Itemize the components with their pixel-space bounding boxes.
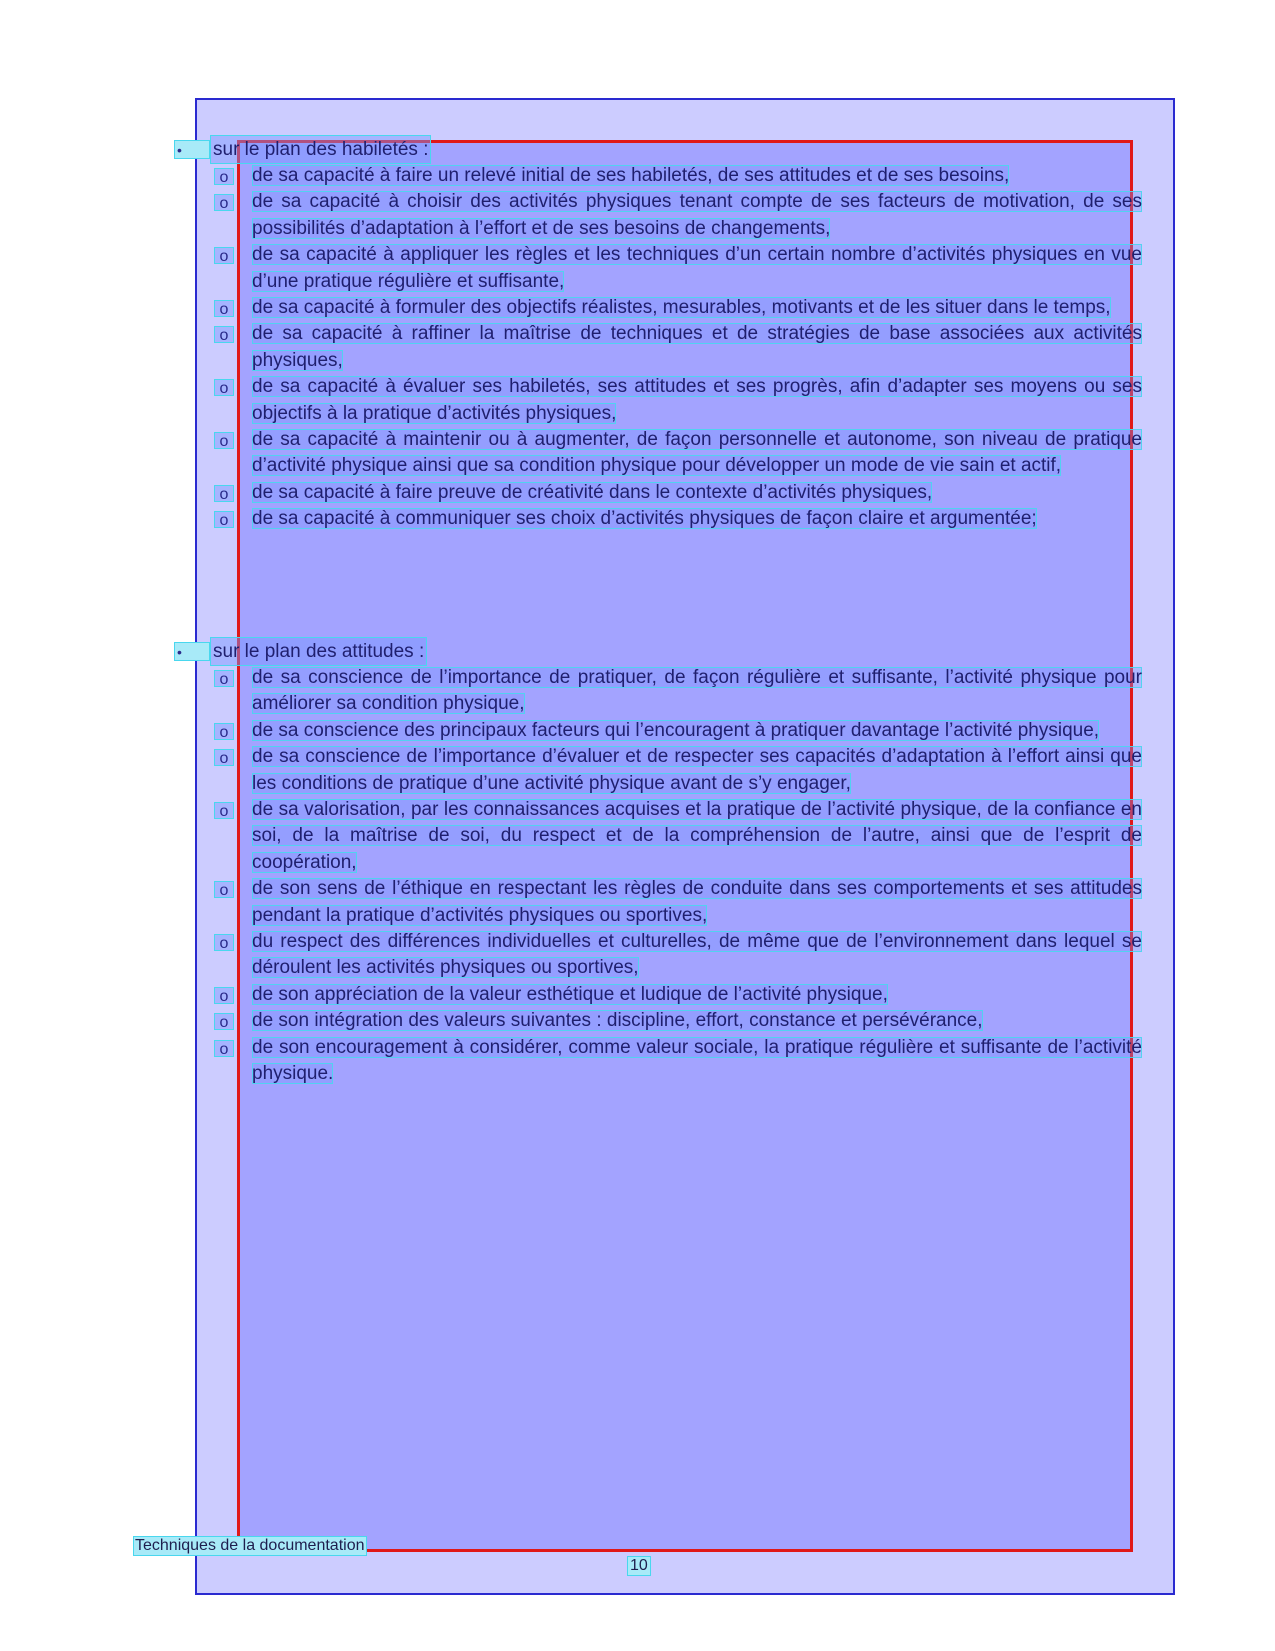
sub-bullet-icon: o	[214, 723, 234, 740]
list-item	[174, 718, 1142, 744]
list-item-text: de sa capacité à faire preuve de créativité dans le contexte d’activités physiques,	[252, 481, 933, 503]
list-item	[174, 876, 1142, 929]
page-number: 10	[627, 1556, 651, 1576]
list-item-text: de sa capacité à évaluer ses habiletés, ses attitudes et ses progrès, afin d’adapter ses moyens ou ses objectifs à la pratique d’activités physiques,	[252, 376, 1142, 424]
section-heading	[174, 136, 1142, 163]
list-item	[174, 982, 1142, 1008]
list-item-text: de sa capacité à maintenir ou à augmenter, de façon personnelle et autonome, son niveau de pratique d’activité physique ainsi que sa condition physique pour développer un mode de vie sain et actif,	[252, 429, 1142, 477]
section-title: sur le plan des attitudes :	[210, 637, 427, 666]
list-item	[174, 665, 1142, 718]
sub-bullet-icon: o	[214, 1040, 234, 1057]
list-item-text: de sa capacité à formuler des objectifs réalistes, mesurables, motivants et de les situer dans le temps,	[252, 297, 1111, 319]
footer-source-label: Techniques de la documentation	[135, 1537, 365, 1554]
sub-bullet-icon: o	[214, 326, 234, 343]
list-item	[174, 744, 1142, 797]
sub-bullet-icon: o	[214, 379, 234, 396]
list-item	[174, 242, 1142, 295]
list-item-text: de sa conscience de l’importance de pratiquer, de façon régulière et suffisante, l’activité physique pour améliorer sa condition physique,	[252, 667, 1142, 715]
sub-bullet-icon: o	[214, 881, 234, 898]
list-item	[174, 374, 1142, 427]
list-item-text: de son sens de l’éthique en respectant les règles de conduite dans ses comportements et ses attitudes pendant la pratique d’activités physiques ou sportives,	[252, 878, 1142, 926]
list-item-text: de sa valorisation, par les connaissances acquises et la pratique de l’activité physique, de la confiance en soi, de la maîtrise de soi, du respect et de la compréhension de l’autre, ainsi que de l’esprit de coopération,	[252, 799, 1142, 873]
section-heading	[174, 638, 1142, 665]
list-item	[174, 506, 1142, 532]
list-item-text: de sa capacité à communiquer ses choix d’activités physiques de façon claire et argumentée;	[252, 508, 1037, 530]
bullet-icon: •	[174, 642, 210, 661]
sub-bullet-icon: o	[214, 987, 234, 1004]
list-item-text: de son intégration des valeurs suivantes : discipline, effort, constance et persévérance,	[252, 1010, 983, 1032]
list-item-text: de son encouragement à considérer, comme valeur sociale, la pratique régulière et suffisante de l’activité physique.	[252, 1036, 1142, 1085]
sub-bullet-icon: o	[214, 432, 234, 449]
sub-bullet-icon: o	[214, 485, 234, 502]
list-item	[174, 1035, 1142, 1088]
bullet-icon: •	[174, 140, 210, 159]
list-item	[174, 163, 1142, 189]
sub-bullet-icon: o	[214, 802, 234, 819]
sub-bullet-icon: o	[214, 194, 234, 211]
section-attitudes	[174, 638, 1142, 1088]
list-item	[174, 797, 1142, 876]
sub-bullet-icon: o	[214, 168, 234, 185]
sub-bullet-icon: o	[214, 934, 234, 951]
item-list	[174, 665, 1142, 1088]
sub-bullet-icon: o	[214, 511, 234, 528]
section-habiletes	[174, 136, 1142, 533]
list-item	[174, 295, 1142, 321]
list-item-text: de son appréciation de la valeur esthétique et ludique de l’activité physique,	[252, 983, 888, 1005]
list-item-text: de sa conscience des principaux facteurs qui l’encouragent à pratiquer davantage l’activité physique,	[252, 719, 1100, 741]
list-item	[174, 480, 1142, 506]
item-list	[174, 163, 1142, 533]
sub-bullet-icon: o	[214, 749, 234, 766]
sub-bullet-icon: o	[214, 300, 234, 317]
list-item-text: du respect des différences individuelles et culturelles, de même que de l’environnement dans lequel se déroulent les activités physiques ou sportives,	[252, 931, 1142, 979]
list-item-text: de sa capacité à faire un relevé initial de ses habiletés, de ses attitudes et de ses besoins,	[252, 165, 1010, 186]
list-item	[174, 929, 1142, 982]
list-item	[174, 189, 1142, 242]
list-item	[174, 427, 1142, 480]
sub-bullet-icon: o	[214, 247, 234, 264]
list-item-text: de sa capacité à appliquer les règles et les techniques d’un certain nombre d’activités physiques en vue d’une pratique régulière et suffisante,	[252, 244, 1142, 292]
sub-bullet-icon: o	[214, 670, 234, 687]
section-title: sur le plan des habiletés :	[210, 135, 431, 164]
list-item-text: de sa capacité à raffiner la maîtrise de techniques et de stratégies de base associées aux activités physiques,	[252, 323, 1142, 371]
list-item-text: de sa capacité à choisir des activités physiques tenant compte de ses facteurs de motivation, de ses possibilités d’adaptation à l’effort et de ses besoins de changements,	[252, 191, 1142, 239]
list-item	[174, 321, 1142, 374]
list-item	[174, 1008, 1142, 1034]
sub-bullet-icon: o	[214, 1013, 234, 1030]
list-item-text: de sa conscience de l’importance d’évaluer et de respecter ses capacités d’adaptation à l’effort ainsi que les conditions de pratique d’une activité physique avant de s’y engager,	[252, 746, 1142, 794]
